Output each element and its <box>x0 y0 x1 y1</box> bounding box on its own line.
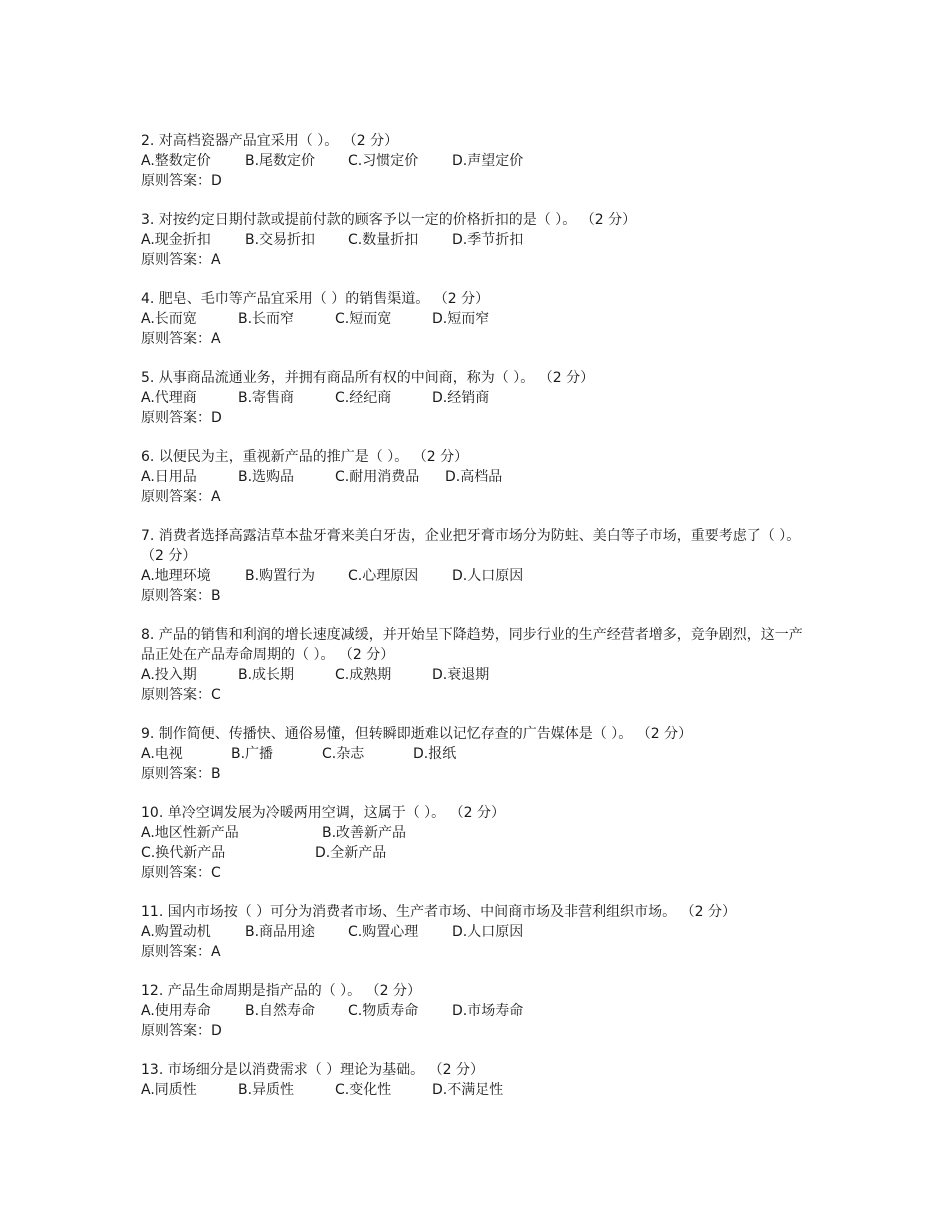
question-item <box>141 210 821 270</box>
options-row <box>141 843 821 863</box>
options-row <box>141 823 821 843</box>
option-b: B.广播 <box>231 746 274 762</box>
option-c: C.心理原因 <box>348 568 419 584</box>
question-item <box>141 981 821 1041</box>
question-item <box>141 625 821 705</box>
answer-text: 原则答案：A <box>141 489 221 505</box>
answer-text: 原则答案：A <box>141 252 221 268</box>
question-stem: 2. 对高档瓷器产品宜采用（ ）。 （2 分） <box>141 133 399 149</box>
option-a: A.同质性 <box>141 1082 197 1098</box>
option-b: B.选购品 <box>238 469 295 485</box>
answer-text: 原则答案：D <box>141 410 222 426</box>
options-row <box>141 388 821 408</box>
question-stem: 10. 单冷空调发展为冷暖两用空调，这属于（ ）。 （2 分） <box>141 805 505 821</box>
question-stem: 12. 产品生命周期是指产品的（ ）。 （2 分） <box>141 983 421 999</box>
option-b: B.异质性 <box>238 1082 295 1098</box>
answer-text: 原则答案：D <box>141 1023 222 1039</box>
options-row <box>141 309 821 329</box>
option-b: B.购置行为 <box>245 568 316 584</box>
options-row <box>141 744 821 764</box>
option-d: D.声望定价 <box>452 153 524 169</box>
option-c: C.经纪商 <box>335 390 392 406</box>
option-a: A.现金折扣 <box>141 232 211 248</box>
option-c: C.杂志 <box>322 746 365 762</box>
question-stem: 4. 肥皂、毛巾等产品宜采用（ ）的销售渠道。 （2 分） <box>141 291 490 307</box>
option-d: D.人口原因 <box>452 924 524 940</box>
question-item <box>141 131 821 191</box>
option-c: C.变化性 <box>335 1082 392 1098</box>
option-d: D.短而窄 <box>432 311 490 327</box>
option-b: B.寄售商 <box>238 390 295 406</box>
options-row <box>141 566 821 586</box>
option-a: A.长而宽 <box>141 311 197 327</box>
answer-text: 原则答案：B <box>141 588 221 604</box>
option-d: D.经销商 <box>432 390 490 406</box>
question-item <box>141 289 821 349</box>
options-row <box>141 922 821 942</box>
question-stem: 11. 国内市场按（ ）可分为消费者市场、生产者市场、中间商市场及非营利组织市场。 （2 分） <box>141 904 736 920</box>
option-b: B.改善新产品 <box>322 825 407 841</box>
options-row <box>141 230 821 250</box>
option-d: D.衰退期 <box>432 667 490 683</box>
answer-text: 原则答案：A <box>141 331 221 347</box>
option-a: A.投入期 <box>141 667 197 683</box>
option-d: D.高档品 <box>445 469 503 485</box>
question-stem: 7. 消费者选择高露洁草本盐牙膏来美白牙齿，企业把牙膏市场分为防蛀、美白等子市场，重要考虑了（ ）。 （2 分） <box>141 528 801 564</box>
option-d: D.不满足性 <box>432 1082 504 1098</box>
option-a: A.地区性新产品 <box>141 825 239 841</box>
option-c: C.习惯定价 <box>348 153 419 169</box>
option-c: C.耐用消费品 <box>335 469 420 485</box>
question-item <box>141 803 821 883</box>
options-row <box>141 151 821 171</box>
option-c: C.换代新产品 <box>141 845 226 861</box>
question-stem: 8. 产品的销售和利润的增长速度减缓，并开始呈下降趋势，同步行业的生产经营者增多，竞争剧烈，这一产品正处在产品寿命周期的（ ）。 （2 分） <box>141 627 803 663</box>
answer-text: 原则答案：C <box>141 687 221 703</box>
question-list <box>141 131 821 1119</box>
question-stem: 13. 市场细分是以消费需求（ ）理论为基础。 （2 分） <box>141 1062 484 1078</box>
question-item <box>141 368 821 428</box>
question-item <box>141 526 821 606</box>
option-a: A.代理商 <box>141 390 197 406</box>
option-a: A.日用品 <box>141 469 197 485</box>
option-c: C.物质寿命 <box>348 1003 419 1019</box>
option-b: B.尾数定价 <box>245 153 316 169</box>
options-row <box>141 665 821 685</box>
option-a: A.使用寿命 <box>141 1003 211 1019</box>
answer-text: 原则答案：C <box>141 865 221 881</box>
question-item <box>141 902 821 962</box>
option-a: A.地理环境 <box>141 568 211 584</box>
answer-text: 原则答案：D <box>141 173 222 189</box>
option-c: C.购置心理 <box>348 924 419 940</box>
answer-text: 原则答案：B <box>141 766 221 782</box>
options-row <box>141 1080 821 1100</box>
options-row <box>141 1001 821 1021</box>
question-item <box>141 447 821 507</box>
option-c: C.短而宽 <box>335 311 392 327</box>
option-b: B.商品用途 <box>245 924 316 940</box>
option-d: D.人口原因 <box>452 568 524 584</box>
option-c: C.成熟期 <box>335 667 392 683</box>
option-d: D.市场寿命 <box>452 1003 524 1019</box>
question-item <box>141 724 821 784</box>
question-stem: 9. 制作简便、传播快、通俗易懂，但转瞬即逝难以记忆存查的广告媒体是（ ）。 （2 分） <box>141 726 693 742</box>
option-d: D.季节折扣 <box>452 232 524 248</box>
options-row <box>141 467 821 487</box>
option-a: A.电视 <box>141 746 183 762</box>
option-b: B.长而窄 <box>238 311 295 327</box>
answer-text: 原则答案：A <box>141 944 221 960</box>
question-stem: 3. 对按约定日期付款或提前付款的顾客予以一定的价格折扣的是（ ）。 （2 分） <box>141 212 637 228</box>
question-stem: 5. 从事商品流通业务，并拥有商品所有权的中间商，称为（ ）。 （2 分） <box>141 370 595 386</box>
option-c: C.数量折扣 <box>348 232 419 248</box>
question-item <box>141 1060 821 1100</box>
option-b: B.自然寿命 <box>245 1003 316 1019</box>
option-b: B.成长期 <box>238 667 295 683</box>
option-d: D.报纸 <box>413 746 457 762</box>
option-a: A.购置动机 <box>141 924 211 940</box>
option-a: A.整数定价 <box>141 153 211 169</box>
question-stem: 6. 以便民为主，重视新产品的推广是（ ）。 （2 分） <box>141 449 469 465</box>
option-b: B.交易折扣 <box>245 232 316 248</box>
option-d: D.全新产品 <box>315 845 387 861</box>
